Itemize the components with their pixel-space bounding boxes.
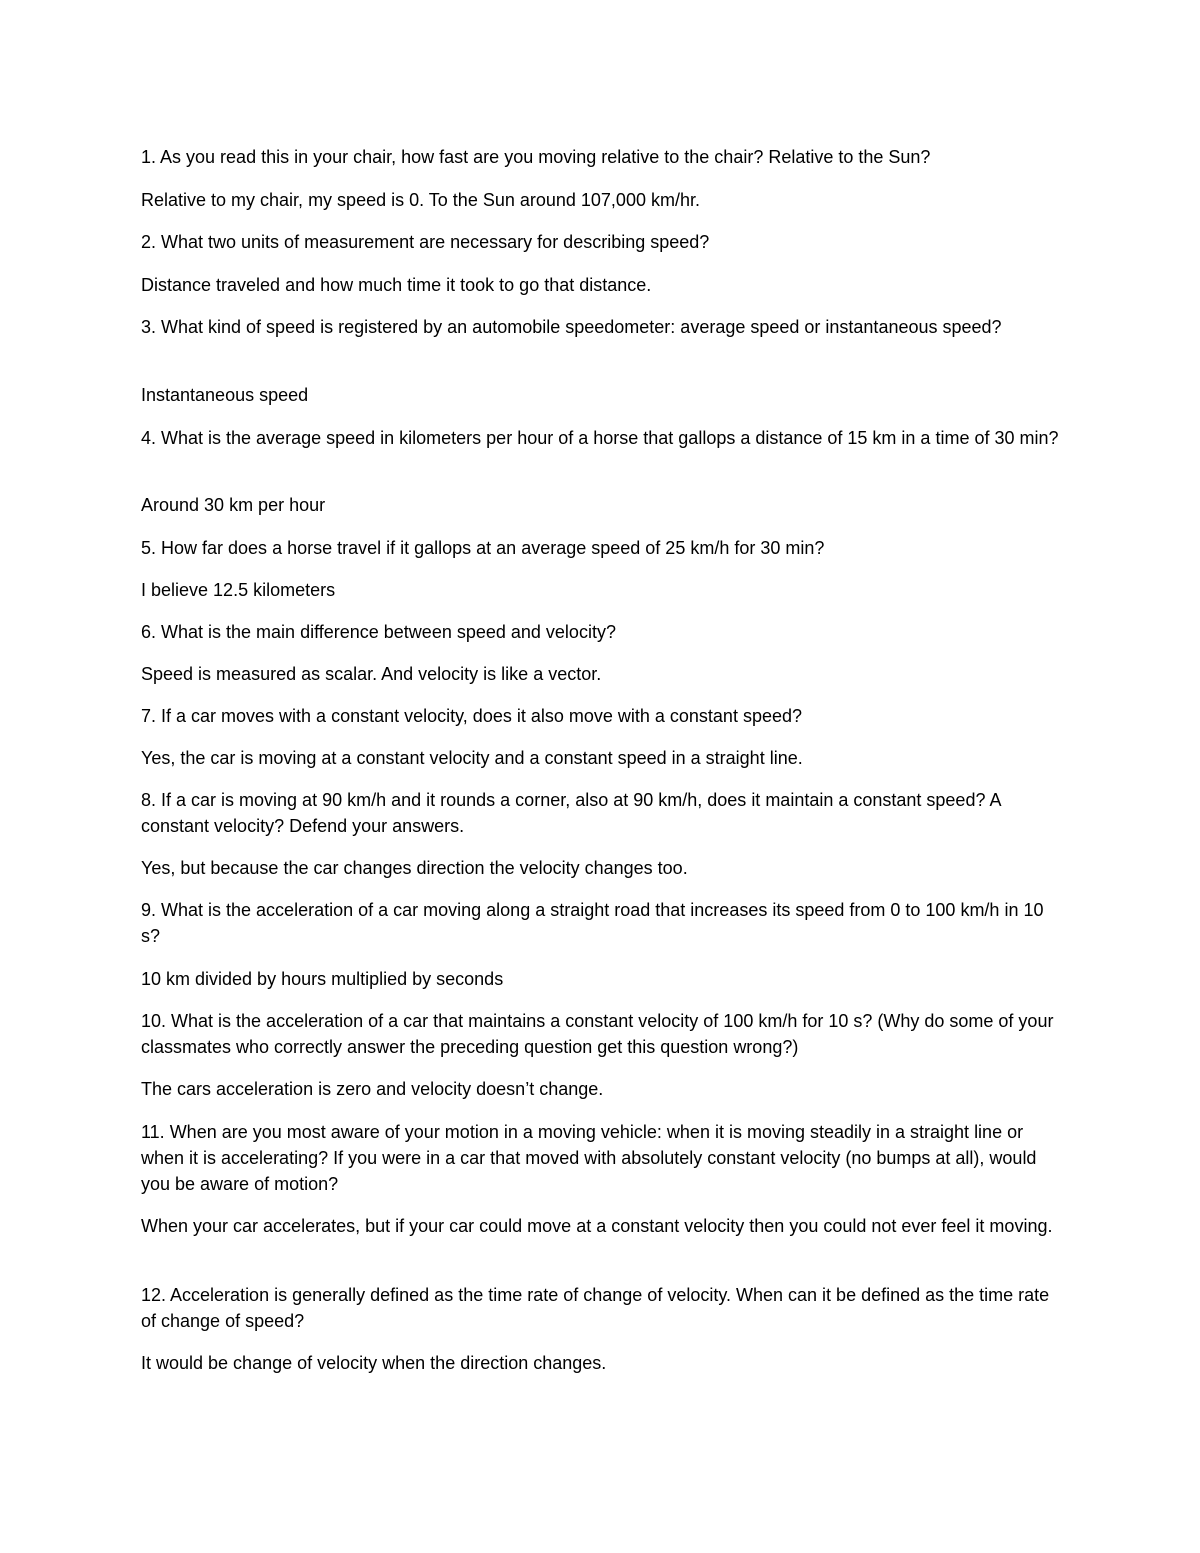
answer-7: Yes, the car is moving at a constant velocity and a constant speed in a straight line. — [141, 748, 803, 768]
question-6: 6. What is the main difference between speed and velocity? — [141, 622, 616, 642]
question-5: 5. How far does a horse travel if it gallops at an average speed of 25 km/h for 30 min? — [141, 538, 825, 558]
question-11: 11. When are you most aware of your motion in a moving vehicle: when it is moving steadily in a straight line or when it is accelerating? If you were in a car that moved with absolutely constant velocity (no bumps at all), would you be aware of motion? — [141, 1122, 1037, 1194]
question-4: 4. What is the average speed in kilometers per hour of a horse that gallops a distance of 15 km in a time of 30 min? — [141, 428, 1059, 448]
question-12: 12. Acceleration is generally defined as the time rate of change of velocity. When can it be defined as the time rate of change of speed? — [141, 1285, 1050, 1331]
question-10: 10. What is the acceleration of a car that maintains a constant velocity of 100 km/h for 10 s? (Why do some of your classmates who correctly answer the preceding question get this question wrong?) — [141, 1011, 1054, 1057]
answer-6: Speed is measured as scalar. And velocity is like a vector. — [141, 664, 602, 684]
question-7: 7. If a car moves with a constant velocity, does it also move with a constant speed? — [141, 706, 802, 726]
answer-9: 10 km divided by hours multiplied by seconds — [141, 969, 504, 989]
answer-10: The cars acceleration is zero and velocity doesn’t change. — [141, 1079, 604, 1099]
answer-5: I believe 12.5 kilometers — [141, 580, 336, 600]
question-2: 2. What two units of measurement are necessary for describing speed? — [141, 232, 710, 252]
question-9: 9. What is the acceleration of a car moving along a straight road that increases its speed from 0 to 100 km/h in 10 s? — [141, 900, 1044, 946]
answer-3: Instantaneous speed — [141, 385, 309, 405]
answer-11: When your car accelerates, but if your car could move at a constant velocity then you could not ever feel it moving. — [141, 1216, 1053, 1236]
question-1: 1. As you read this in your chair, how fast are you moving relative to the chair? Relative to the Sun? — [141, 147, 931, 167]
question-3: 3. What kind of speed is registered by an automobile speedometer: average speed or instantaneous speed? — [141, 317, 1002, 337]
answer-1: Relative to my chair, my speed is 0. To the Sun around 107,000 km/hr. — [141, 190, 700, 210]
answer-4: Around 30 km per hour — [141, 495, 326, 515]
question-8: 8. If a car is moving at 90 km/h and it rounds a corner, also at 90 km/h, does it maintain a constant speed? A constant velocity? Defend your answers. — [141, 790, 1001, 836]
document-page — [141, 0, 1061, 1553]
answer-8: Yes, but because the car changes direction the velocity changes too. — [141, 858, 688, 878]
answer-12: It would be change of velocity when the direction changes. — [141, 1353, 607, 1373]
answer-2: Distance traveled and how much time it took to go that distance. — [141, 275, 652, 295]
